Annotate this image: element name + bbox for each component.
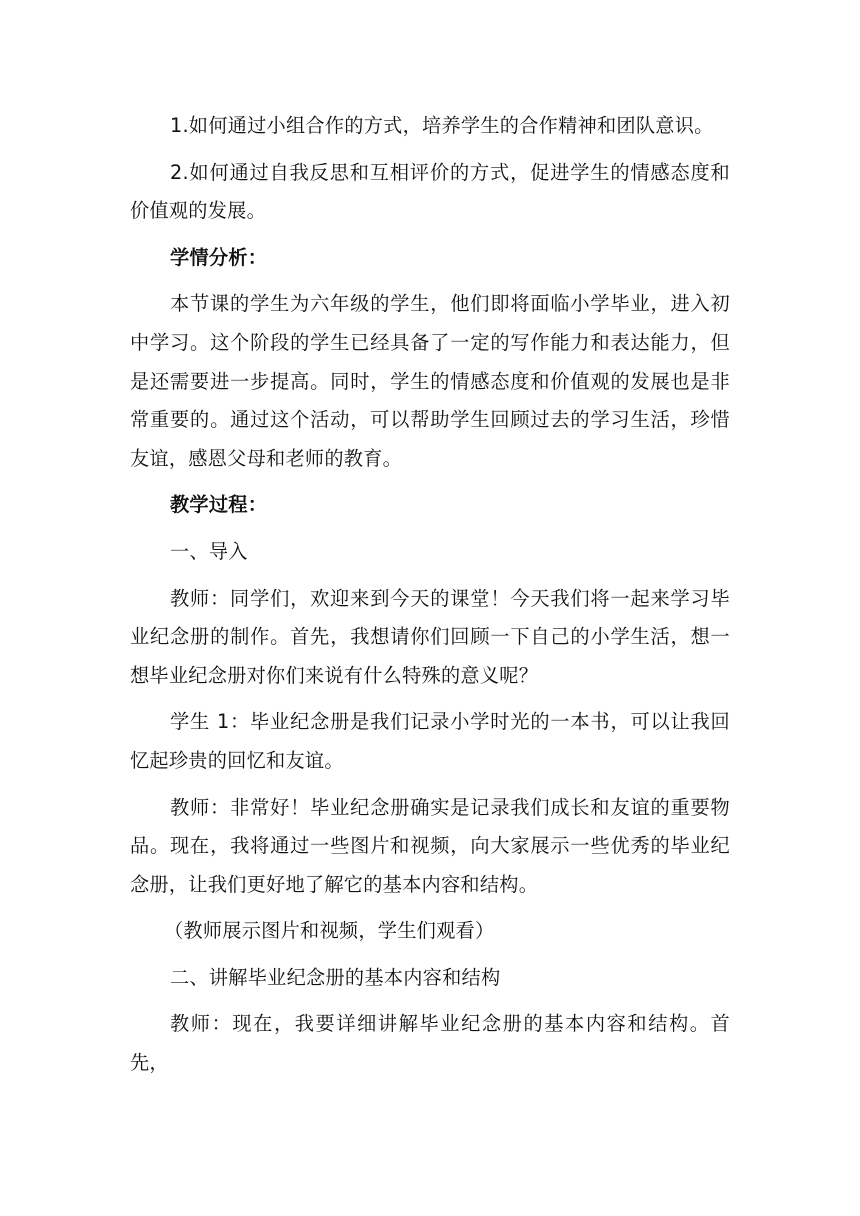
paragraph-teacher-intro: 教师：同学们，欢迎来到今天的课堂！今天我们将一起来学习毕业纪念册的制作。首先，我想请你们回顾一下自己的小学生活，想一想毕业纪念册对你们来说有什么特殊的意义呢？ (130, 586, 730, 687)
section-title-introduction: 一、导入 (170, 539, 248, 563)
paragraph-stage-direction: （教师展示图片和视频，学生们观看） (164, 919, 495, 943)
heading-learner-analysis: 学情分析： (170, 245, 268, 269)
paragraph-student-1: 学生 1：毕业纪念册是我们记录小学时光的一本书，可以让我回忆起珍贵的回忆和友谊。 (130, 710, 730, 772)
paragraph-objective-2: 2.如何通过自我反思和互相评价的方式，促进学生的情感态度和价值观的发展。 (130, 160, 730, 223)
document-body (130, 107, 730, 1091)
heading-teaching-process: 教学过程： (170, 493, 268, 517)
paragraph-teacher-response: 教师：非常好！毕业纪念册确实是记录我们成长和友谊的重要物品。现在，我将通过一些图片和视频，向大家展示一些优秀的毕业纪念册，让我们更好地了解它的基本内容和结构。 (130, 795, 730, 896)
section-title-content-structure: 二、讲解毕业纪念册的基本内容和结构 (170, 965, 501, 989)
paragraph-teacher-explain: 教师：现在，我要详细讲解毕业纪念册的基本内容和结构。首先， (130, 1012, 730, 1075)
paragraph-objective-1: 1.如何通过小组合作的方式，培养学生的合作精神和团队意识。 (170, 114, 714, 137)
paragraph-learner-analysis: 本节课的学生为六年级的学生，他们即将面临小学毕业，进入初中学习。这个阶段的学生已经具备了一定的写作能力和表达能力，但是还需要进一步提高。同时，学生的情感态度和价值观的发展也是非常重要的。通过这个活动，可以帮助学生回顾过去的学习生活，珍惜友谊，感恩父母和老师的教育。 (130, 292, 730, 470)
